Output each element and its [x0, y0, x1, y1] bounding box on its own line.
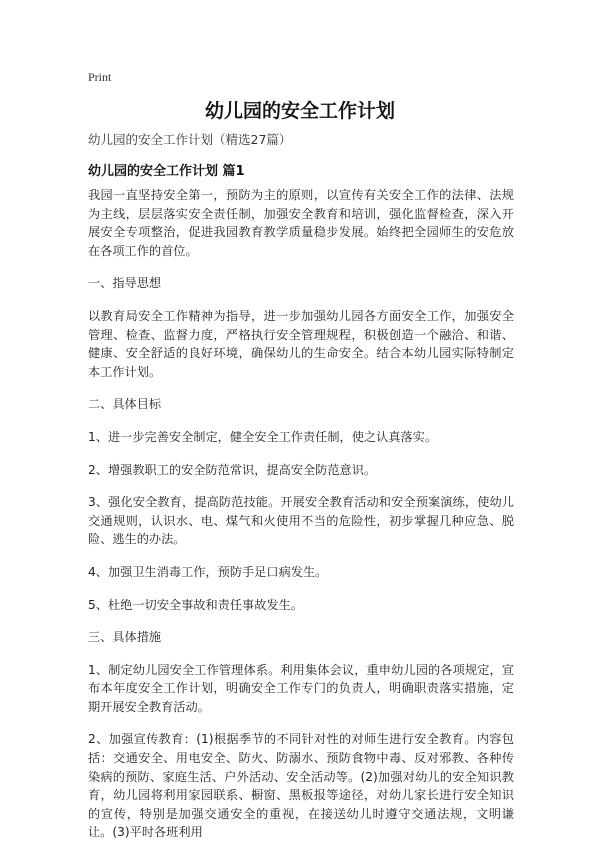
heading-guiding-ideology: 一、指导思想	[88, 276, 162, 291]
goal-item-1: 1、进一步完善安全制定，健全安全工作责任制，使之认真落实。	[88, 429, 438, 444]
paragraph-guiding-ideology: 以教育局安全工作精神为指导，进一步加强幼儿园各方面安全工作，加强安全管理、检查、监督力度，严格执行安全管理规程，积极创造一个融洽、和谐、健康、安全舒适的良好环境，确保幼儿的生命安全。结合本幼儿园实际特制定本工作计划。	[88, 308, 514, 379]
goal-item-5: 5、杜绝一切安全事故和责任事故发生。	[88, 597, 303, 612]
paragraph-intro: 我园一直坚持安全第一，预防为主的原则，以宣传有关安全工作的法律、法规为主线，层层落实安全责任制，加强安全教育和培训，强化监督检查，深入开展安全专项整治，促进我园教育教学质量稳步发展。始终把全园师生的安危放在各项工作的首位。	[88, 188, 514, 258]
goal-item-4: 4、加强卫生消毒工作，预防手足口病发生。	[88, 564, 328, 579]
heading-specific-goals: 二、具体目标	[88, 397, 162, 412]
print-link[interactable]: Print	[88, 70, 112, 84]
heading-specific-measures: 三、具体措施	[88, 630, 162, 645]
page-title: 幼儿园的安全工作计划	[204, 100, 395, 122]
section-heading: 幼儿园的安全工作计划 篇1	[88, 164, 245, 179]
measure-item-1: 1、制定幼儿园安全工作管理体系。利用集体会议，重申幼儿园的各项规定，宣布本年度安全工作计划，明确安全工作专门的负责人，明确职责落实措施，定期开展安全教育活动。	[88, 662, 514, 714]
goal-item-2: 2、增强教职工的安全防范常识，提高安全防范意识。	[88, 462, 377, 477]
document-subtitle: 幼儿园的安全工作计划（精选27篇）	[88, 132, 292, 147]
goal-item-3: 3、强化安全教育，提高防范技能。开展安全教育活动和安全预案演练，使幼儿交通规则，认识水、电、煤气和火使用不当的危险性，初步掌握几种应急、脱险、逃生的办法。	[88, 495, 514, 547]
document-body	[88, 186, 514, 856]
measure-item-2: 2、加强宣传教育：(1)根据季节的不同针对性的对师生进行安全教育。内容包括：交通安全、用电安全、防火、防溺水、预防食物中毒、反对邪教、各种传染病的预防、家庭生活、户外活动、安全活动等。(2)加强对幼儿的安全知识教育，幼儿园将利用家园联系、橱窗、黑板报等途径，对幼儿家长进行安全知识的宣传，特别是加强交通安全的重视，在接送幼儿时遵守交通法规，文明谦让。(3)平时各班利用	[88, 732, 514, 840]
